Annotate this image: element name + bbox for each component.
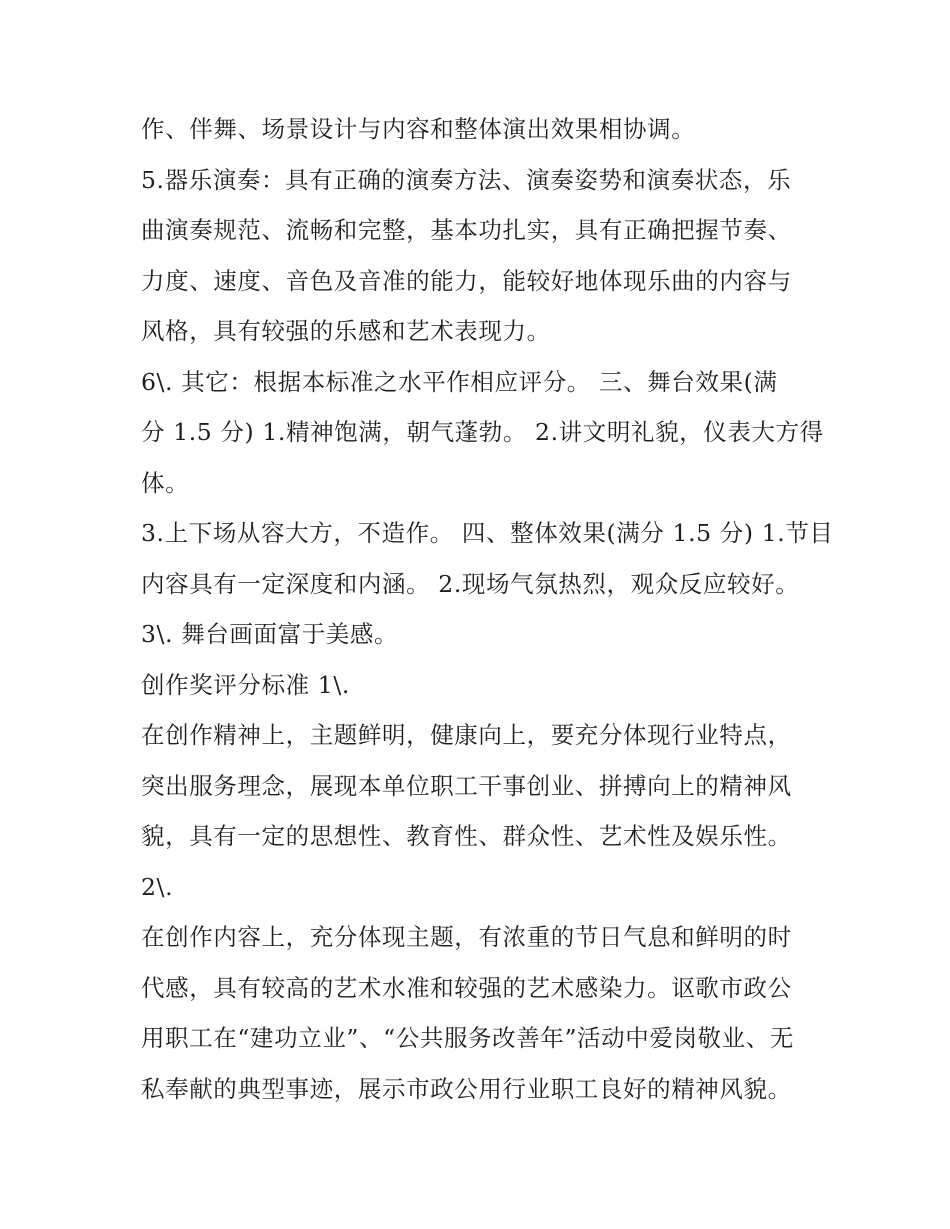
text-line: 3\. 舞台画面富于美感。 — [141, 620, 399, 648]
body-text — [141, 104, 834, 1114]
text-line: 5.器乐演奏：具有正确的演奏方法、演奏姿势和演奏状态，乐 — [141, 165, 792, 194]
text-line: 6\. 其它：根据本标准之水平作相应评分。 三、舞台效果(满 — [141, 367, 778, 396]
text-line: 用职工在“建功立业”、“公共服务改善年”活动中爱岗敬业、无 — [141, 1024, 794, 1052]
text-line: 在创作内容上，充分体现主题，有浓重的节日气息和鲜明的时 — [141, 923, 792, 951]
text-line: 貌，具有一定的思想性、教育性、群众性、艺术性及娱乐性。 — [141, 822, 792, 850]
text-line: 代感，具有较高的艺术水准和较强的艺术感染力。讴歌市政公 — [141, 973, 792, 1002]
text-line: 风格，具有较强的乐感和艺术表现力。 — [141, 317, 551, 345]
text-line: 私奉献的典型事迹，展示市政公用行业职工良好的精神风貌。 — [141, 1074, 792, 1103]
text-line: 内容具有一定深度和内涵。 2.现场气氛热烈，观众反应较好。 — [141, 569, 800, 598]
text-line: 力度、速度、音色及音准的能力，能较好地体现乐曲的内容与 — [141, 266, 792, 295]
text-line: 在创作精神上，主题鲜明，健康向上，要充分体现行业特点， — [141, 721, 792, 749]
text-line: 创作奖评分标准 1\. — [141, 670, 350, 699]
text-line: 2\. — [141, 872, 174, 901]
text-line: 体。 — [141, 468, 190, 497]
text-line: 作、伴舞、场景设计与内容和整体演出效果相协调。 — [141, 115, 696, 143]
text-line: 突出服务理念，展现本单位职工干事创业、拼搏向上的精神风 — [141, 771, 792, 800]
text-line: 曲演奏规范、流畅和完整，基本功扎实，具有正确把握节奏、 — [141, 216, 792, 244]
text-line: 3.上下场从容大方，不造作。 四、整体效果(满分 1.5 分) 1.节目 — [141, 519, 834, 547]
text-line: 分 1.5 分) 1.精神饱满，朝气蓬勃。 2.讲文明礼貌，仪表大方得 — [141, 418, 824, 446]
